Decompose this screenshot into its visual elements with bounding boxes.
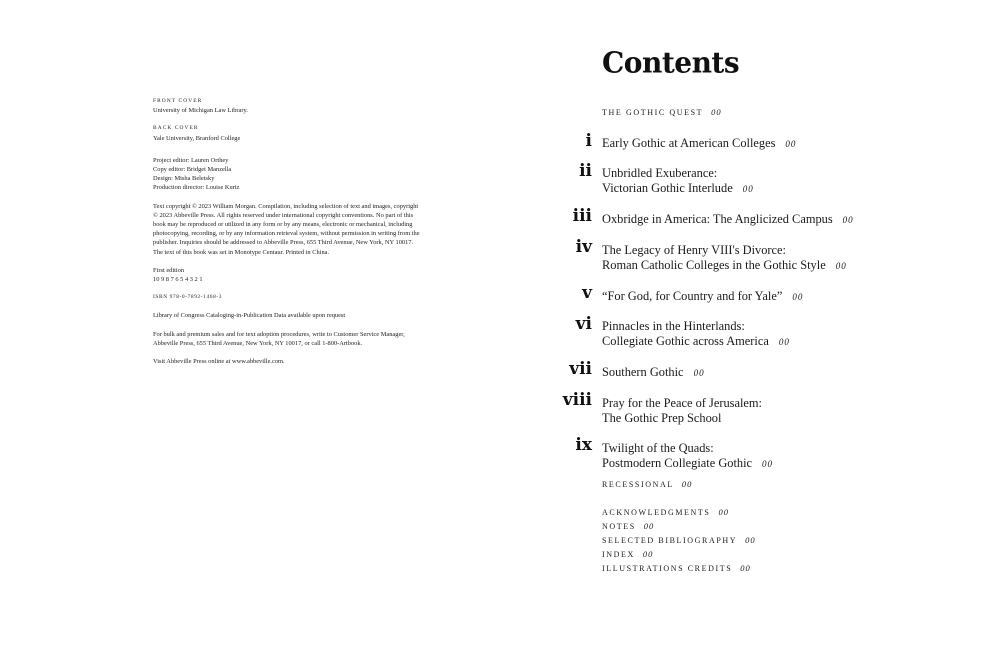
chapter-title-line: The Legacy of Henry VIII's Divorce: (602, 243, 787, 257)
copyright-notice: Text copyright © 2023 William Morgan. Compilation, including selection of text and images, copyright © 2023 Abbeville Press. All rights reserved under international copyright conventions. No part of this book may be reproduced or utilized in any form or by any means, electronic or mechanical, including photocopying, recording, or by any information retrieval system, without permission in writing from the publisher. Inquiries should be addressed to Abbeville Press, 655 Third Avenue, New York, NY 10017. The text of this book was set in Monotype Centaur. Printed in China. (153, 202, 420, 256)
page-number: 00 (740, 563, 751, 573)
back-matter-title: ACKNOWLEDGMENTS (602, 508, 711, 517)
cip-note: Library of Congress Cataloging-in-Publication Data available upon request (153, 312, 346, 320)
toc-chapter-5 (602, 289, 803, 305)
page-number: 00 (681, 479, 693, 489)
page-number: 00 (745, 535, 756, 545)
chapter-title-line: Pray for the Peace of Jerusalem: (602, 396, 762, 410)
front-cover-text: University of Michigan Law Library. (153, 107, 248, 115)
chapter-title-line: Twilight of the Quads: (602, 441, 714, 455)
toc-back-matter-item (602, 549, 653, 559)
back-cover-text: Yale University, Branford College (153, 134, 241, 142)
chapter-numeral: ii (579, 161, 592, 181)
toc-back-matter-item (602, 507, 729, 517)
chapter-title-line: Collegiate Gothic across America (602, 334, 769, 348)
toc-recessional-title: RECESSIONAL (602, 480, 674, 489)
back-matter-title: SELECTED BIBLIOGRAPHY (602, 536, 738, 545)
edition: First edition (153, 266, 185, 274)
chapter-numeral: i (585, 131, 592, 151)
chapter-title-line: Roman Catholic Colleges in the Gothic Style (602, 258, 826, 272)
chapter-title-line: Unbridled Exuberance: (602, 166, 718, 180)
toc-back-matter-item (602, 535, 756, 545)
colophon (153, 97, 423, 366)
toc-back-matter-item (602, 563, 751, 573)
toc-recessional (602, 479, 692, 489)
toc-chapter-2 (602, 166, 754, 197)
page-number: 00 (762, 459, 774, 469)
back-matter-title: INDEX (602, 550, 635, 559)
page-number: 00 (742, 184, 754, 194)
front-cover-label: FRONT COVER (153, 98, 203, 104)
back-matter-title: NOTES (602, 522, 636, 531)
chapter-title-line: Postmodern Collegiate Gothic (602, 456, 753, 470)
page-number: 00 (785, 139, 797, 149)
page-number: 00 (778, 337, 790, 347)
chapter-numeral: viii (562, 390, 592, 410)
page-number: 00 (835, 261, 847, 271)
toc-chapter-4 (602, 243, 847, 274)
chapter-title-line: Early Gothic at American Colleges (602, 136, 776, 150)
credit-line: Copy editor: Bridget Manzella (153, 166, 232, 174)
credit-line: Project editor: Lauren Orthey (153, 156, 229, 164)
page-number: 00 (711, 107, 722, 117)
chapter-title-line: The Gothic Prep School (602, 411, 722, 425)
toc-intro (602, 107, 722, 117)
isbn: ISBN 978-0-7892-1468-3 (153, 294, 223, 301)
sales-note: For bulk and premium sales and for text adoption procedures, write to Customer Service Manager, Abbeville Press, 655 Third Avenue, New York, NY 10017, or call 1-800-Artbook. (153, 330, 405, 347)
toc-intro-title: THE GOTHIC QUEST (602, 108, 704, 117)
chapter-numeral: v (582, 283, 592, 303)
toc-chapter-6 (602, 319, 790, 350)
contents-page (560, 0, 980, 667)
chapter-numeral: iii (572, 206, 592, 226)
chapter-title-line: Victorian Gothic Interlude (602, 181, 733, 195)
chapter-numeral: vi (575, 314, 592, 334)
chapter-title-line: Pinnacles in the Hinterlands: (602, 319, 745, 333)
page-number: 00 (693, 368, 705, 378)
page-number: 00 (718, 507, 729, 517)
website-note: Visit Abbeville Press online at www.abbeville.com. (153, 358, 285, 366)
toc-chapter-3 (602, 212, 854, 228)
chapter-numeral: iv (575, 237, 592, 257)
chapter-title-line: Oxbridge in America: The Anglicized Campus (602, 212, 833, 226)
toc-chapter-1 (602, 136, 796, 152)
credit-line: Design: Misha Beletsky (153, 175, 215, 183)
toc-chapter-8 (602, 396, 762, 426)
page-number: 00 (643, 521, 655, 531)
back-cover-label: BACK COVER (153, 125, 199, 132)
chapter-title-line: “For God, for Country and for Yale” (602, 289, 783, 303)
page-number: 00 (642, 549, 654, 559)
toc-chapter-9 (602, 441, 773, 472)
credit-line: Production director: Louise Kurtz (153, 184, 240, 192)
chapter-title-line: Southern Gothic (602, 365, 684, 379)
chapter-numeral: vii (569, 359, 592, 379)
page-number: 00 (792, 292, 804, 302)
contents-heading: Contents (602, 45, 740, 80)
printing-line: 10 9 8 7 6 5 4 3 2 1 (153, 276, 203, 284)
page-number: 00 (842, 215, 854, 225)
toc-back-matter-item (602, 521, 654, 531)
chapter-numeral: ix (575, 435, 592, 455)
back-matter-title: ILLUSTRATIONS CREDITS (602, 564, 733, 573)
toc-chapter-7 (602, 365, 705, 381)
